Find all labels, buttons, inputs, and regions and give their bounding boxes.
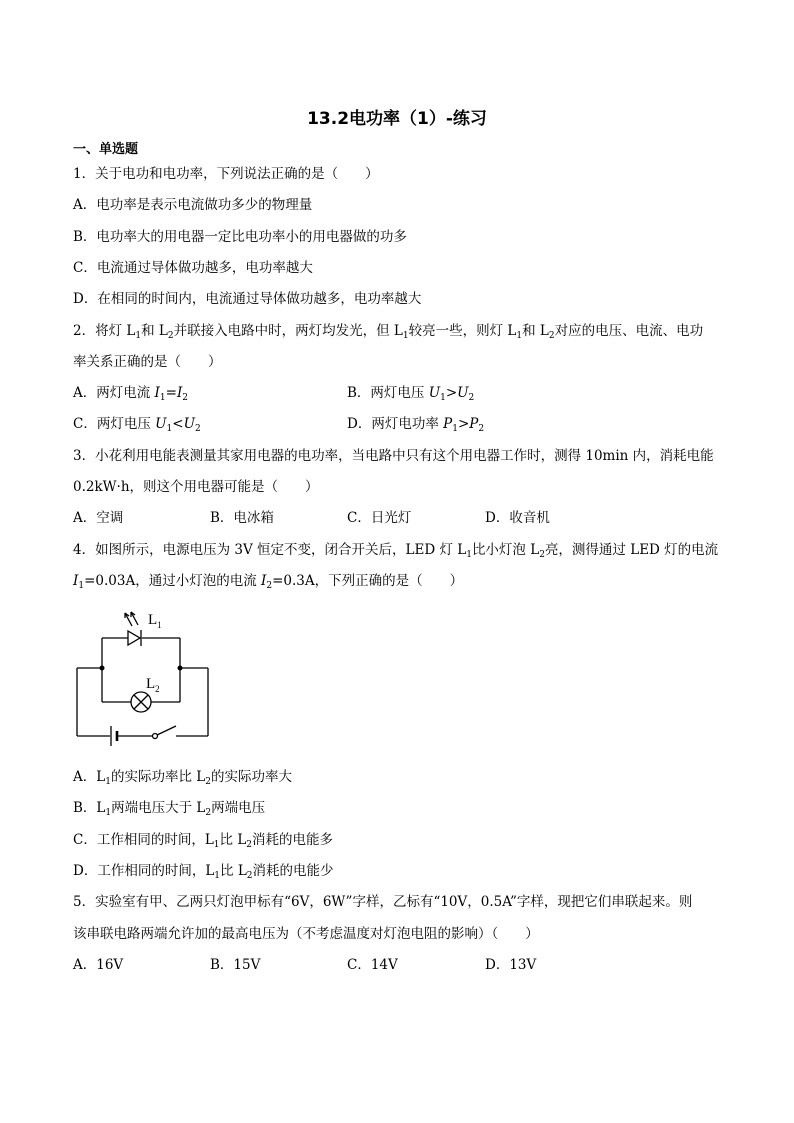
l2-label: $L_2$ <box>146 676 160 694</box>
question-1-option-d: D．在相同的时间内，电流通过导体做功越多，电功率越大 <box>73 291 422 307</box>
question-3-option-d: D．收音机 <box>485 510 550 526</box>
question-1-option-c: C．电流通过导体做功越多，电功率越大 <box>73 260 313 276</box>
question-5-stem-line-1: 5．实验室有甲、乙两只灯泡甲标有“6V，6W”字样，乙标有“10V，0.5A”字样，现把它们串联起来。则 <box>73 894 693 910</box>
question-5-option-b: B．15V <box>210 957 261 973</box>
bulb-l2-icon <box>131 692 151 712</box>
question-2-stem-line-2: 率关系正确的是（ ） <box>73 354 222 370</box>
question-2-stem-line-1: 2．将灯 $L_1$和 $L_2$并联接入电路中时，两灯均发光，但 $L_1$较亮一些，则灯 $L_1$和 $L_2$对应的电压、电流、电功 <box>73 323 704 341</box>
question-2-option-b: B．两灯电压 $U_1>U_2$ <box>347 385 475 403</box>
question-5-option-c: C．14V <box>347 957 398 973</box>
question-5-option-a: A．16V <box>73 957 124 973</box>
junction-dots <box>100 666 183 671</box>
question-3-stem-line-1: 3．小花利用电能表测量其家用电器的电功率，当电路中只有这个用电器工作时，测得 10min 内，消耗电能 <box>73 448 714 464</box>
question-2-option-a: A．两灯电流 $I_1=I_2$ <box>73 385 189 403</box>
question-3-option-a: A．空调 <box>73 510 124 526</box>
question-4-option-b: B．$L_1$两端电压大于 $L_2$两端电压 <box>73 800 266 818</box>
circuit-diagram <box>70 600 215 750</box>
question-4-option-a: A．$L_1$的实际功率比 $L_2$的实际功率大 <box>73 769 292 787</box>
question-4-option-d: D．工作相同的时间，$L_1$比 $L_2$消耗的电能少 <box>73 863 334 881</box>
led-l1-icon <box>125 612 141 646</box>
question-5-option-d: D．13V <box>485 957 537 973</box>
section-heading: 一、单选题 <box>73 142 139 157</box>
question-3-stem-line-2: 0.2kW·h，则这个用电器可能是（ ） <box>73 479 319 495</box>
battery-icon <box>111 726 117 746</box>
question-4-stem-line-1: 4．如图所示，电源电压为 3V 恒定不变，闭合开关后，LED 灯 $L_1$比小灯泡 $L_2$亮，测得通过 LED 灯的电流 <box>73 542 719 560</box>
question-2-option-c: C．两灯电压 $U_1<U_2$ <box>73 416 201 434</box>
question-4-option-c: C．工作相同的时间，$L_1$比 $L_2$消耗的电能多 <box>73 832 334 850</box>
question-2-option-d: D．两灯电功率 $P_1>P_2$ <box>347 416 485 434</box>
question-1-option-a: A．电功率是表示电流做功多少的物理量 <box>73 197 313 213</box>
switch-icon <box>153 726 177 739</box>
question-3-option-c: C．日光灯 <box>347 510 412 526</box>
question-1-option-b: B．电功率大的用电器一定比电功率小的用电器做的功多 <box>73 229 407 245</box>
question-1-stem: 1．关于电功和电功率，下列说法正确的是（ ） <box>73 166 379 182</box>
page-title: 13.2电功率（1）-练习 <box>307 109 487 129</box>
question-4-stem-line-2: $I_1=0.03A$，通过小灯泡的电流 $I_2=0.3A$，下列正确的是（ ） <box>73 573 464 591</box>
l1-label: $L_1$ <box>148 612 162 630</box>
question-3-option-b: B．电冰箱 <box>210 510 274 526</box>
question-5-stem-line-2: 该串联电路两端允许加的最高电压为（不考虑温度对灯泡电阻的影响）（ ） <box>73 926 539 942</box>
